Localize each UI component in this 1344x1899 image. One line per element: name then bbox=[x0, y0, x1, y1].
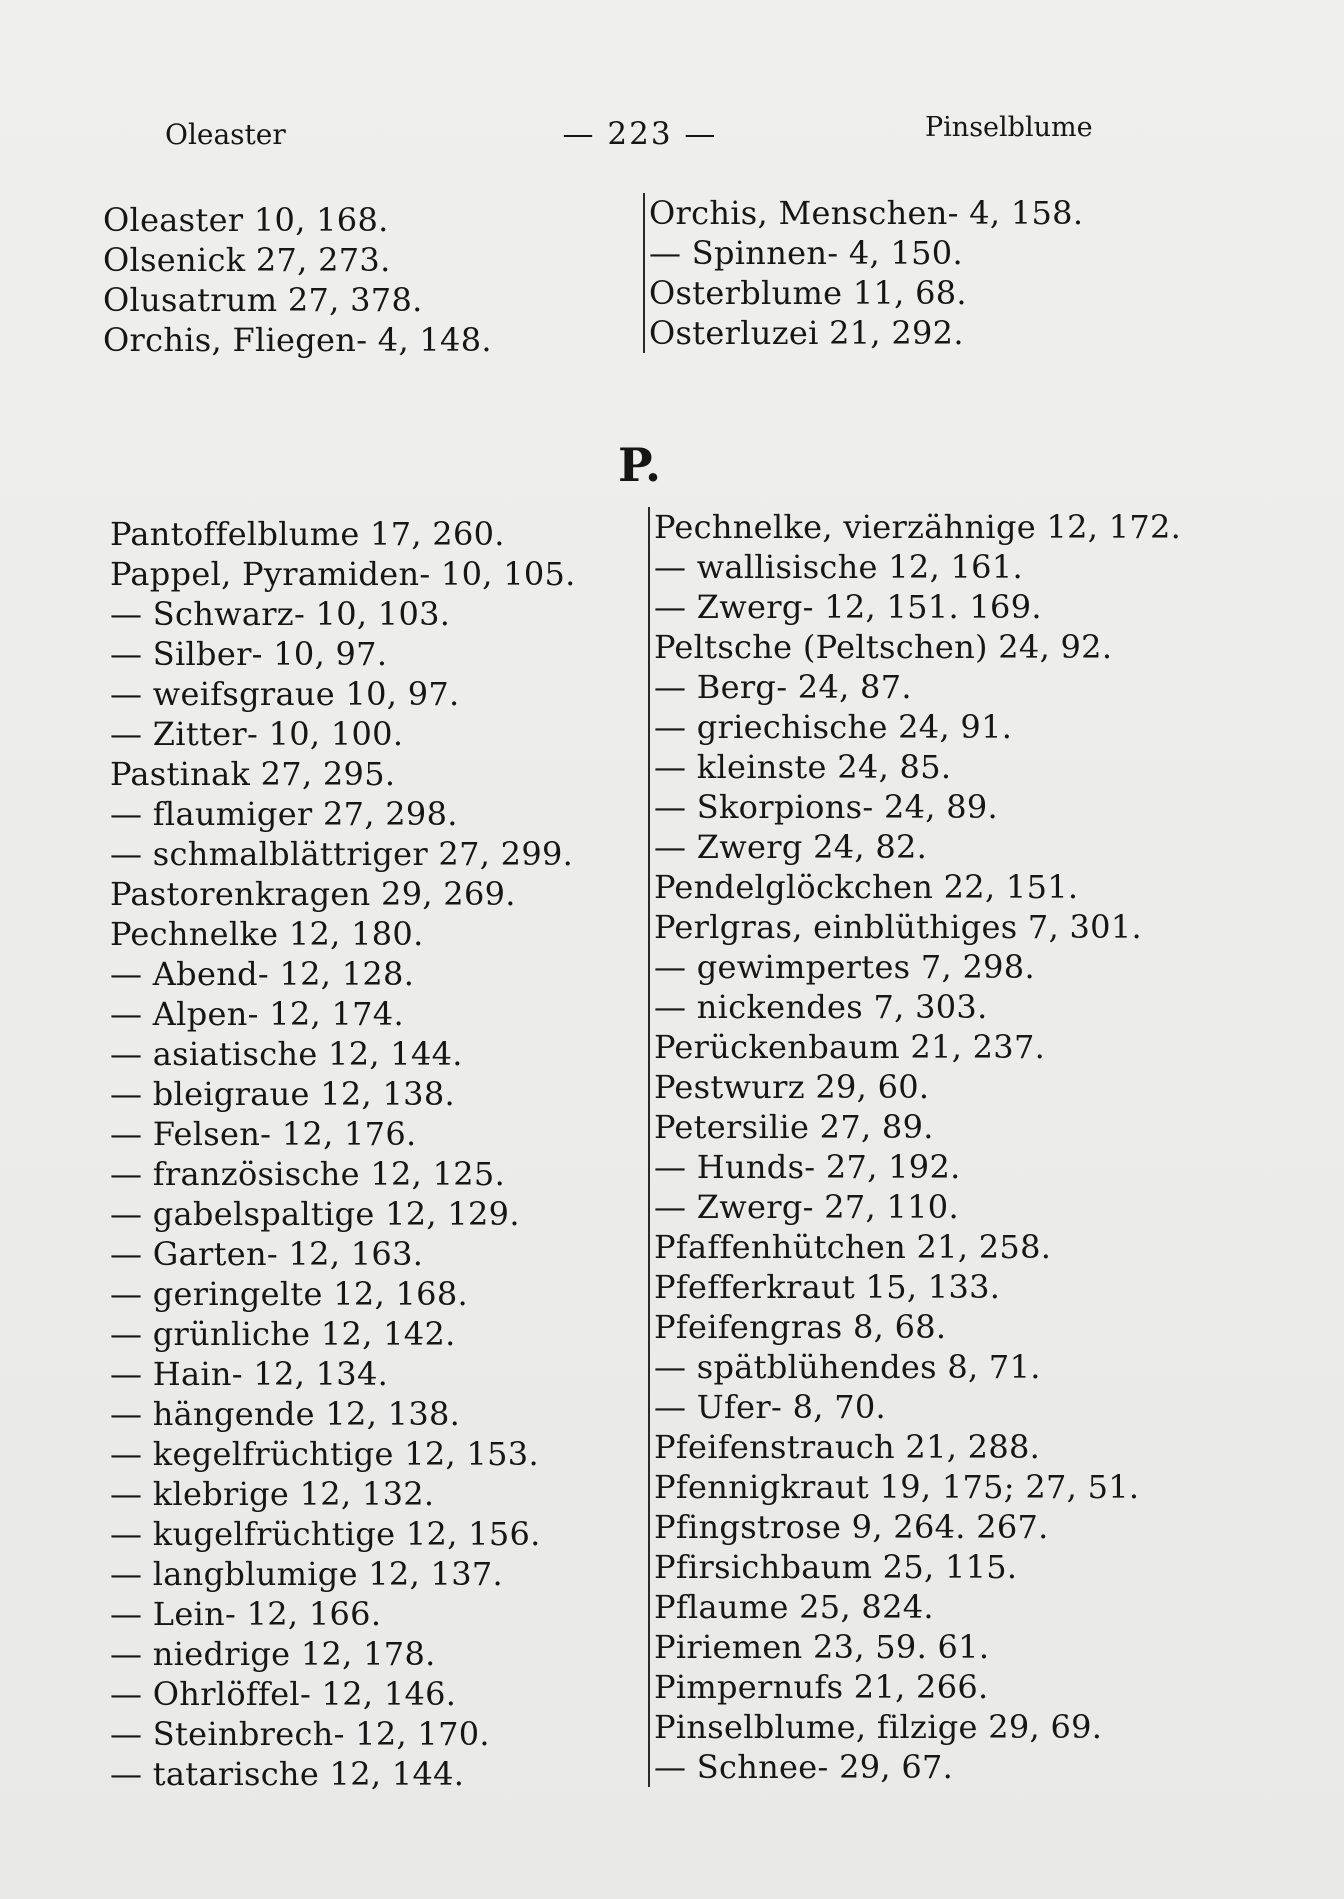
index-entry: Pfeifengras 8, 68. bbox=[654, 1308, 947, 1346]
index-entry: Olusatrum 27, 378. bbox=[103, 281, 423, 319]
right-column bbox=[648, 507, 1181, 1787]
index-entry: Pfeifenstrauch 21, 288. bbox=[654, 1428, 1041, 1466]
index-entry: — Abend- 12, 128. bbox=[110, 955, 415, 993]
index-entry: — Zwerg 24, 82. bbox=[654, 828, 928, 866]
index-entry: — französische 12, 125. bbox=[110, 1155, 506, 1193]
index-entry: Orchis, Fliegen- 4, 148. bbox=[103, 321, 492, 359]
top-left-column bbox=[103, 200, 492, 360]
index-entry: — Hain- 12, 134. bbox=[110, 1355, 389, 1393]
index-entry: Pflaume 25, 824. bbox=[654, 1588, 934, 1626]
index-entry: — wallisische 12, 161. bbox=[654, 548, 1023, 586]
index-entry: — Skorpions- 24, 89. bbox=[654, 788, 998, 826]
index-entry: — flaumiger 27, 298. bbox=[110, 795, 458, 833]
index-entry: — tatarische 12, 144. bbox=[110, 1755, 465, 1793]
index-entry: — gabelspaltige 12, 129. bbox=[110, 1195, 520, 1233]
index-entry: Peltsche (Peltschen) 24, 92. bbox=[654, 628, 1113, 666]
index-entry: — Silber- 10, 97. bbox=[110, 635, 388, 673]
index-entry: Pantoffelblume 17, 260. bbox=[110, 515, 505, 553]
index-entry: Pestwurz 29, 60. bbox=[654, 1068, 930, 1106]
index-entry: Pastorenkragen 29, 269. bbox=[110, 875, 516, 913]
index-entry: — hängende 12, 138. bbox=[110, 1395, 461, 1433]
index-entry: Pfennigkraut 19, 175; 27, 51. bbox=[654, 1468, 1140, 1506]
index-entry: Perückenbaum 21, 237. bbox=[654, 1028, 1046, 1066]
header-left-keyword: Oleaster bbox=[165, 118, 286, 151]
index-entry: — Felsen- 12, 176. bbox=[110, 1115, 417, 1153]
index-entry: Perlgras, einblüthiges 7, 301. bbox=[654, 908, 1142, 946]
index-entry: — klebrige 12, 132. bbox=[110, 1475, 435, 1513]
index-entry: — grünliche 12, 142. bbox=[110, 1315, 456, 1353]
index-entry: Piriemen 23, 59. 61. bbox=[654, 1628, 990, 1666]
index-entry: — kleinste 24, 85. bbox=[654, 748, 952, 786]
index-entry: — Garten- 12, 163. bbox=[110, 1235, 424, 1273]
index-entry: — Zwerg- 12, 151. 169. bbox=[654, 588, 1042, 626]
left-column bbox=[110, 514, 576, 1794]
index-entry: — Spinnen- 4, 150. bbox=[649, 234, 963, 272]
index-entry: — nickendes 7, 303. bbox=[654, 988, 988, 1026]
index-entry: Pfefferkraut 15, 133. bbox=[654, 1268, 1001, 1306]
index-entry: — Alpen- 12, 174. bbox=[110, 995, 404, 1033]
index-entry: Pappel, Pyramiden- 10, 105. bbox=[110, 555, 576, 593]
index-entry: Olsenick 27, 273. bbox=[103, 241, 391, 279]
index-entry: Pechnelke, vierzähnige 12, 172. bbox=[654, 508, 1182, 546]
index-entry: Pfaffenhütchen 21, 258. bbox=[654, 1228, 1052, 1266]
header-right-keyword: Pinselblume bbox=[925, 112, 1093, 143]
index-entry: — Hunds- 27, 192. bbox=[654, 1148, 961, 1186]
section-letter: P. bbox=[618, 438, 661, 492]
index-entry: Orchis, Menschen- 4, 158. bbox=[649, 194, 1084, 232]
index-entry: — niedrige 12, 178. bbox=[110, 1635, 436, 1673]
index-entry: Pfingstrose 9, 264. 267. bbox=[654, 1508, 1049, 1546]
index-entry: — asiatische 12, 144. bbox=[110, 1035, 463, 1073]
index-entry: — langblumige 12, 137. bbox=[110, 1555, 503, 1593]
index-entry: — weifsgraue 10, 97. bbox=[110, 675, 460, 713]
index-entry: Pimpernufs 21, 266. bbox=[654, 1668, 989, 1706]
index-entry: Oleaster 10, 168. bbox=[103, 201, 389, 239]
index-entry: — Schnee- 29, 67. bbox=[654, 1748, 954, 1786]
index-entry: — Ufer- 8, 70. bbox=[654, 1388, 886, 1426]
index-entry: — bleigraue 12, 138. bbox=[110, 1075, 455, 1113]
page-number: — 223 — bbox=[562, 116, 718, 152]
index-entry: Petersilie 27, 89. bbox=[654, 1108, 934, 1146]
index-entry: — Lein- 12, 166. bbox=[110, 1595, 382, 1633]
index-entry: — gewimpertes 7, 298. bbox=[654, 948, 1035, 986]
top-right-column bbox=[643, 193, 1083, 353]
index-entry: — Zwerg- 27, 110. bbox=[654, 1188, 959, 1226]
index-entry: — spätblühendes 8, 71. bbox=[654, 1348, 1041, 1386]
index-entry: Pechnelke 12, 180. bbox=[110, 915, 424, 953]
index-entry: Pfirsichbaum 25, 115. bbox=[654, 1548, 1018, 1586]
index-entry: — griechische 24, 91. bbox=[654, 708, 1013, 746]
index-entry: — geringelte 12, 168. bbox=[110, 1275, 468, 1313]
index-entry: — Zitter- 10, 100. bbox=[110, 715, 404, 753]
index-entry: — schmalblättriger 27, 299. bbox=[110, 835, 574, 873]
index-entry: — kugelfrüchtige 12, 156. bbox=[110, 1515, 541, 1553]
index-entry: Pastinak 27, 295. bbox=[110, 755, 396, 793]
index-entry: Osterluzei 21, 292. bbox=[649, 314, 964, 352]
index-entry: — kegelfrüchtige 12, 153. bbox=[110, 1435, 539, 1473]
index-entry: — Schwarz- 10, 103. bbox=[110, 595, 451, 633]
running-head bbox=[0, 112, 1344, 158]
index-entry: — Ohrlöffel- 12, 146. bbox=[110, 1675, 457, 1713]
index-entry: Osterblume 11, 68. bbox=[649, 274, 967, 312]
index-entry: Pinselblume, filzige 29, 69. bbox=[654, 1708, 1103, 1746]
index-entry: — Berg- 24, 87. bbox=[654, 668, 912, 706]
index-entry: — Steinbrech- 12, 170. bbox=[110, 1715, 490, 1753]
index-entry: Pendelglöckchen 22, 151. bbox=[654, 868, 1079, 906]
